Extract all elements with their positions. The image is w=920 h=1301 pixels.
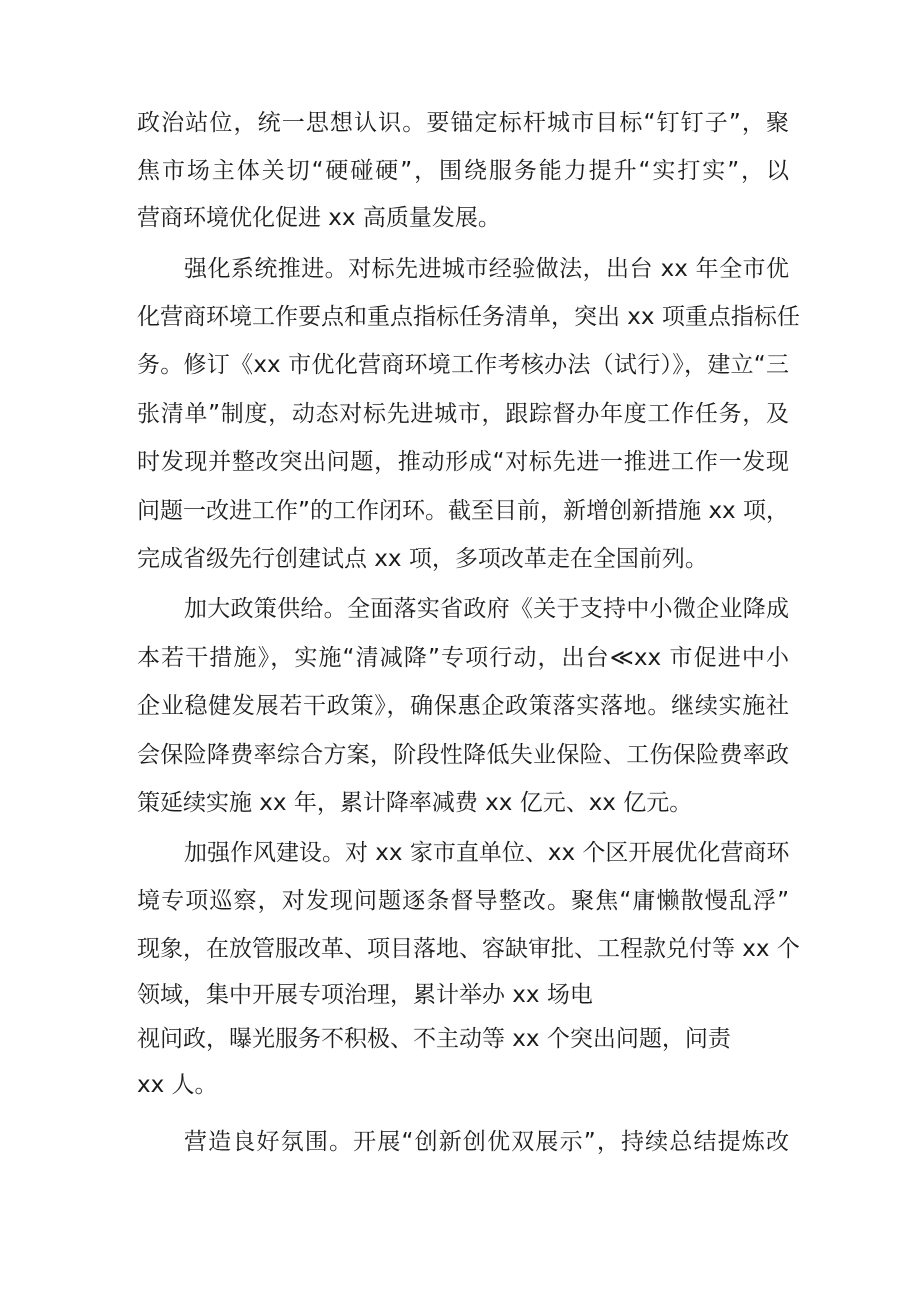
text-line: 张清单”制度，动态对标先进城市，跟踪督办年度工作任务，及 <box>137 401 789 427</box>
text-line: 策延续实施 xx 年，累计降率减费 xx 亿元、xx 亿元。 <box>137 790 693 816</box>
text-line: 政治站位，统一思想认识。要锚定标杆城市目标“钉钉子”，聚 <box>137 110 789 136</box>
text-line: 现象，在放管服改革、项目落地、容缺审批、工程款兑付等 xx 个 <box>137 936 800 962</box>
text-line: 时发现并整改突出问题，推动形成“对标先进一推进工作一发现 <box>137 449 789 475</box>
text-line: 完成省级先行创建试点 xx 项，多项改革走在全国前列。 <box>137 546 708 572</box>
text-line: 焦市场主体关切“硬碰硬”，围绕服务能力提升“实打实”，以 <box>137 158 789 184</box>
text-line: 领域，集中开展专项治理，累计举办 xx 场电 <box>137 982 593 1008</box>
text-line: 本若干措施》，实施“清减降”专项行动，出台≪xx 市促进中小 <box>137 645 789 671</box>
paragraph-start-line: 加大政策供给。全面落实省政府《关于支持中小微企业降成 <box>184 596 789 622</box>
text-line: 营商环境优化促进 xx 高质量发展。 <box>137 205 501 231</box>
text-line: xx 人。 <box>137 1072 218 1098</box>
paragraph-start-line: 营造良好氛围。开展“创新创优双展示”，持续总结提炼改 <box>184 1129 789 1155</box>
text-line: 企业稳健发展若干政策》，确保惠企政策落实落地。继续实施社 <box>137 693 789 719</box>
text-line: 视问政，曝光服务不积极、不主动等 xx 个突出问题，问责 <box>137 1026 731 1052</box>
paragraph-start-line: 强化系统推进。对标先进城市经验做法，出台 xx 年全市优 <box>184 256 789 282</box>
text-line: 会保险降费率综合方案，阶段性降低失业保险、工伤保险费率政 <box>137 742 789 768</box>
text-line: 化营商环境工作要点和重点指标任务清单，突出 xx 项重点指标任 <box>137 304 800 330</box>
paragraph-start-line: 加强作风建设。对 xx 家市直单位、xx 个区开展优化营商环 <box>184 840 790 866</box>
text-line: 问题一改进工作”的工作闭环。截至目前，新增创新措施 xx 项， <box>137 498 789 524</box>
text-line: 务。修订《xx 市优化营商环境工作考核办法（试行）》，建立“三 <box>137 352 789 378</box>
text-line: 境专项巡察，对发现问题逐条督导整改。聚焦“庸懒散慢乱浮” <box>137 888 789 914</box>
